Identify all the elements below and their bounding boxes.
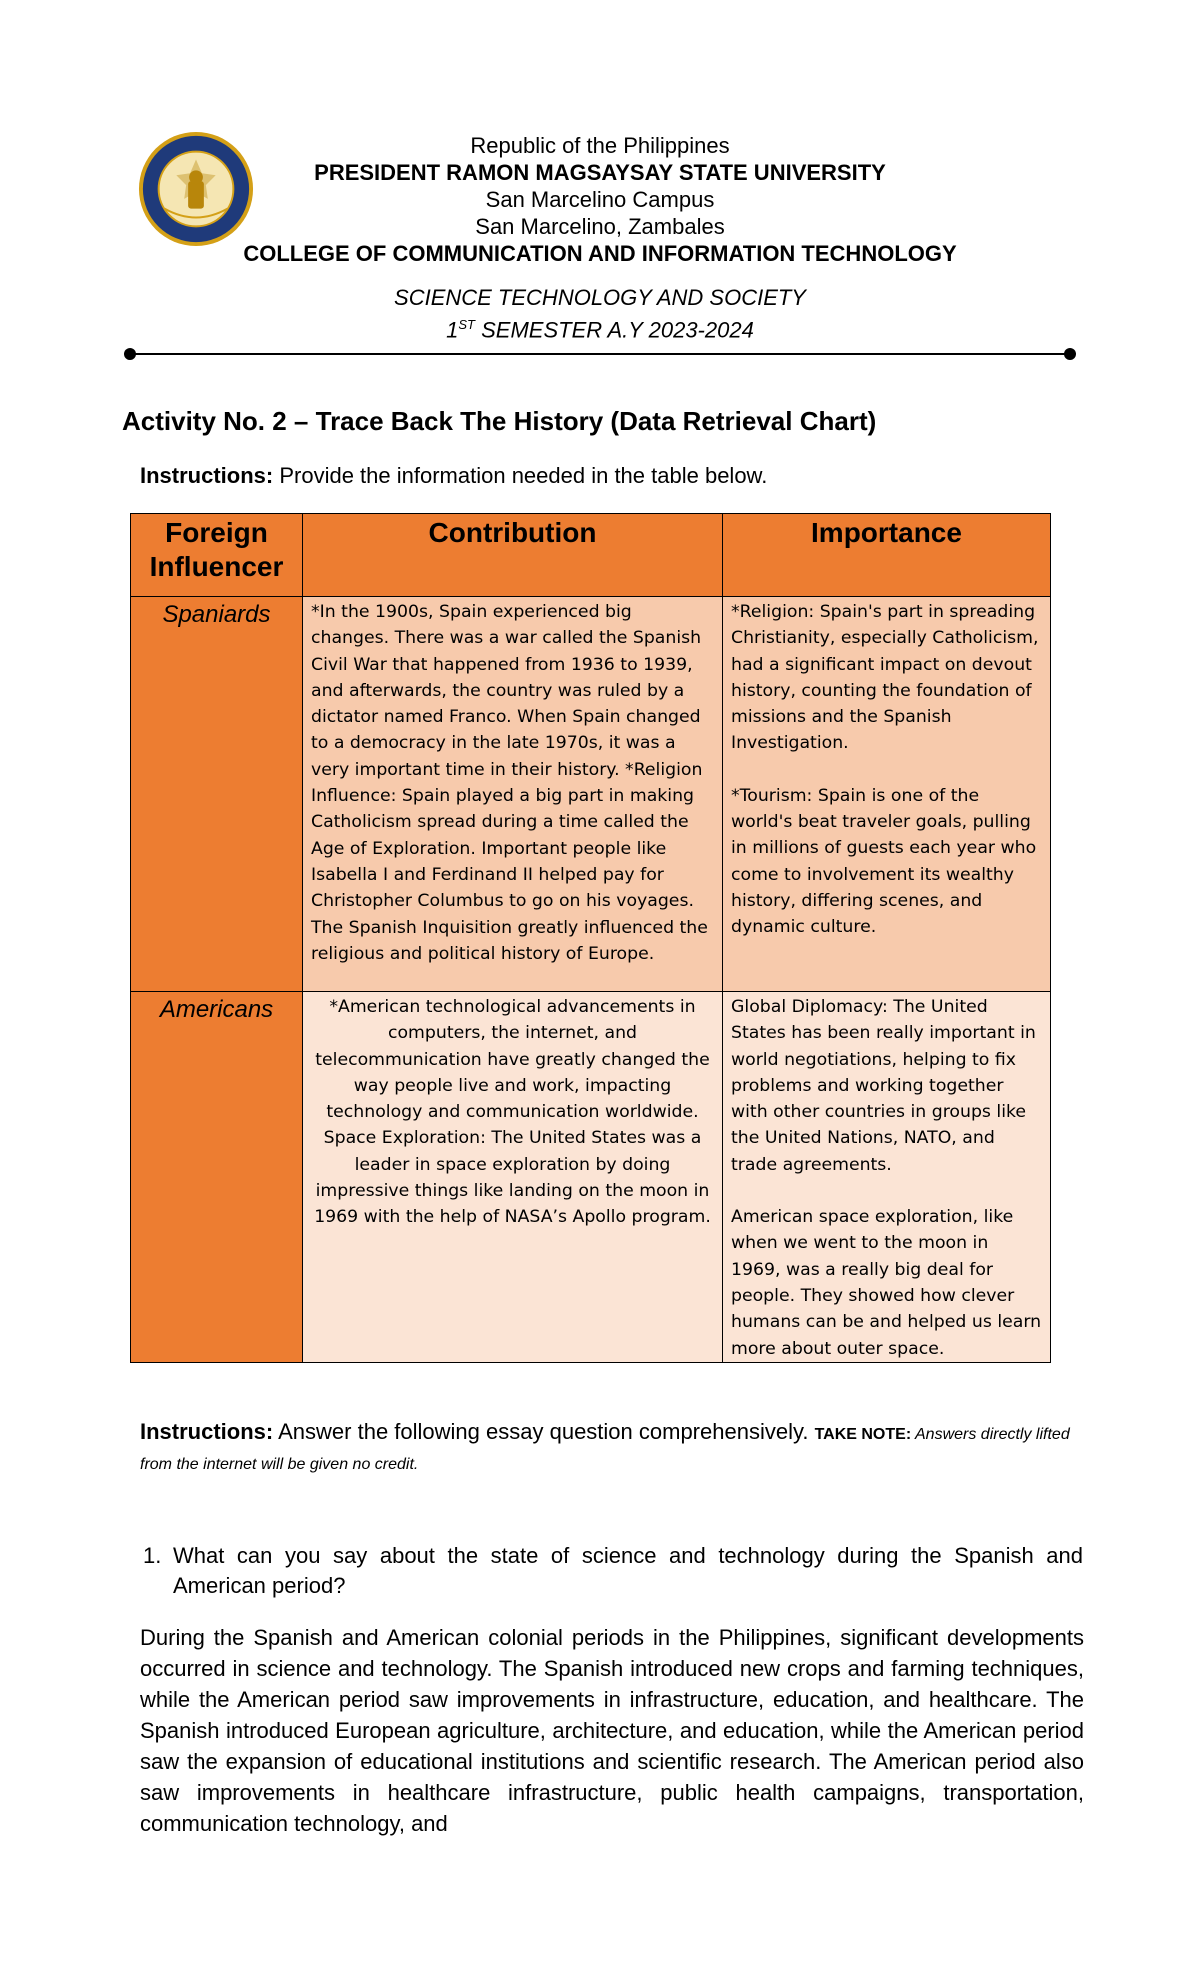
table-header-row bbox=[131, 514, 1051, 597]
college-name: COLLEGE OF COMMUNICATION AND INFORMATION TECHNOLOGY bbox=[243, 241, 957, 266]
campus-name: San Marcelino Campus bbox=[485, 187, 715, 212]
header-foreign-influencer: Foreign Influencer bbox=[131, 514, 303, 597]
influencer-cell: Spaniards bbox=[131, 597, 303, 992]
header-divider bbox=[124, 347, 1076, 361]
table-instructions: Instructions: Provide the information needed in the table below. bbox=[140, 463, 768, 488]
data-retrieval-chart bbox=[130, 513, 1051, 1363]
importance-text: American space exploration, like when we went to the moon in 1969, was a really big deal for people. They showed how clever humans can be and helped us learn more about outer space. bbox=[731, 1207, 1042, 1359]
campus-location: San Marcelino, Zambales bbox=[475, 214, 725, 239]
contribution-cell bbox=[303, 597, 723, 992]
importance-cell bbox=[723, 992, 1051, 1363]
importance-text: *Tourism: Spain is one of the world's beat traveler goals, pulling in millions of guests each year who come to involvement its wealthy history, differing scenes, and dynamic culture. bbox=[731, 785, 1037, 938]
table-row bbox=[131, 992, 1051, 1363]
contribution-text: *In the 1900s, Spain experienced big changes. There was a war called the Spanish Civil War that happened from 1936 to 1939, and afterwards, the country was ruled by a dictator named Franco. When Spain changed to a democracy in the late 1970s, it was a very important time in their history. *Religion Influence: Spain played a big part in making Catholicism spread during a time called the Age of Exploration. Important people like Isabella I and Ferdinand II helped pay for Christopher Columbus to go on his voyages. The Spanish Inquisition greatly influenced the religious and political history of Europe. bbox=[311, 602, 708, 964]
essay-instructions: Instructions: Answer the following essay question comprehensively. TAKE NOTE: Answers directly lifted from the internet will be given no credit. bbox=[140, 1419, 1070, 1473]
essay-question bbox=[143, 1541, 1083, 1601]
question-text: What can you say about the state of science and technology during the Spanish and American period? bbox=[173, 1543, 1083, 1598]
course-title: SCIENCE TECHNOLOGY AND SOCIETY bbox=[394, 285, 806, 310]
essay-answer: During the Spanish and American colonial periods in the Philippines, significant developments occurred in science and technology. The Spanish introduced new crops and farming techniques, while the American period saw improvements in infrastructure, education, and healthcare. The Spanish introduced European agriculture, architecture, and education, while the American period saw the expansion of educational institutions and scientific research. The American period also saw improvements in healthcare infrastructure, public health campaigns, transportation, communication technology, and bbox=[140, 1625, 1084, 1836]
importance-text: Global Diplomacy: The United States has been really important in world negotiations, helping to fix problems and working together with other countries in groups like the United Nations, NATO, and trade agreements. bbox=[731, 997, 1036, 1175]
republic-line: Republic of the Philippines bbox=[470, 133, 730, 158]
semester-line: 1ST SEMESTER A.Y 2023-2024 bbox=[446, 317, 754, 343]
influencer-cell: Americans bbox=[131, 992, 303, 1363]
table-row bbox=[131, 597, 1051, 992]
letterhead bbox=[120, 132, 1080, 343]
importance-cell bbox=[723, 597, 1051, 992]
contribution-text: *American technological advancements in computers, the internet, and telecommunication have greatly changed the way people live and work, impacting technology and communication worldwide. Space Exploration: The United States was a leader in space exploration by doing impressive things like landing on the moon in 1969 with the help of NASA’s Apollo program. bbox=[314, 997, 711, 1228]
contribution-cell bbox=[303, 992, 723, 1363]
importance-text: *Religion: Spain's part in spreading Christianity, especially Catholicism, had a significant impact on devout history, counting the foundation of missions and the Spanish Investigation. bbox=[731, 602, 1039, 754]
question-number: 1. bbox=[143, 1543, 162, 1568]
header-importance: Importance bbox=[723, 514, 1051, 597]
activity-title: Activity No. 2 – Trace Back The History (Data Retrieval Chart) bbox=[122, 406, 877, 436]
header-contribution: Contribution bbox=[303, 514, 723, 597]
university-name: PRESIDENT RAMON MAGSAYSAY STATE UNIVERSITY bbox=[314, 160, 886, 185]
